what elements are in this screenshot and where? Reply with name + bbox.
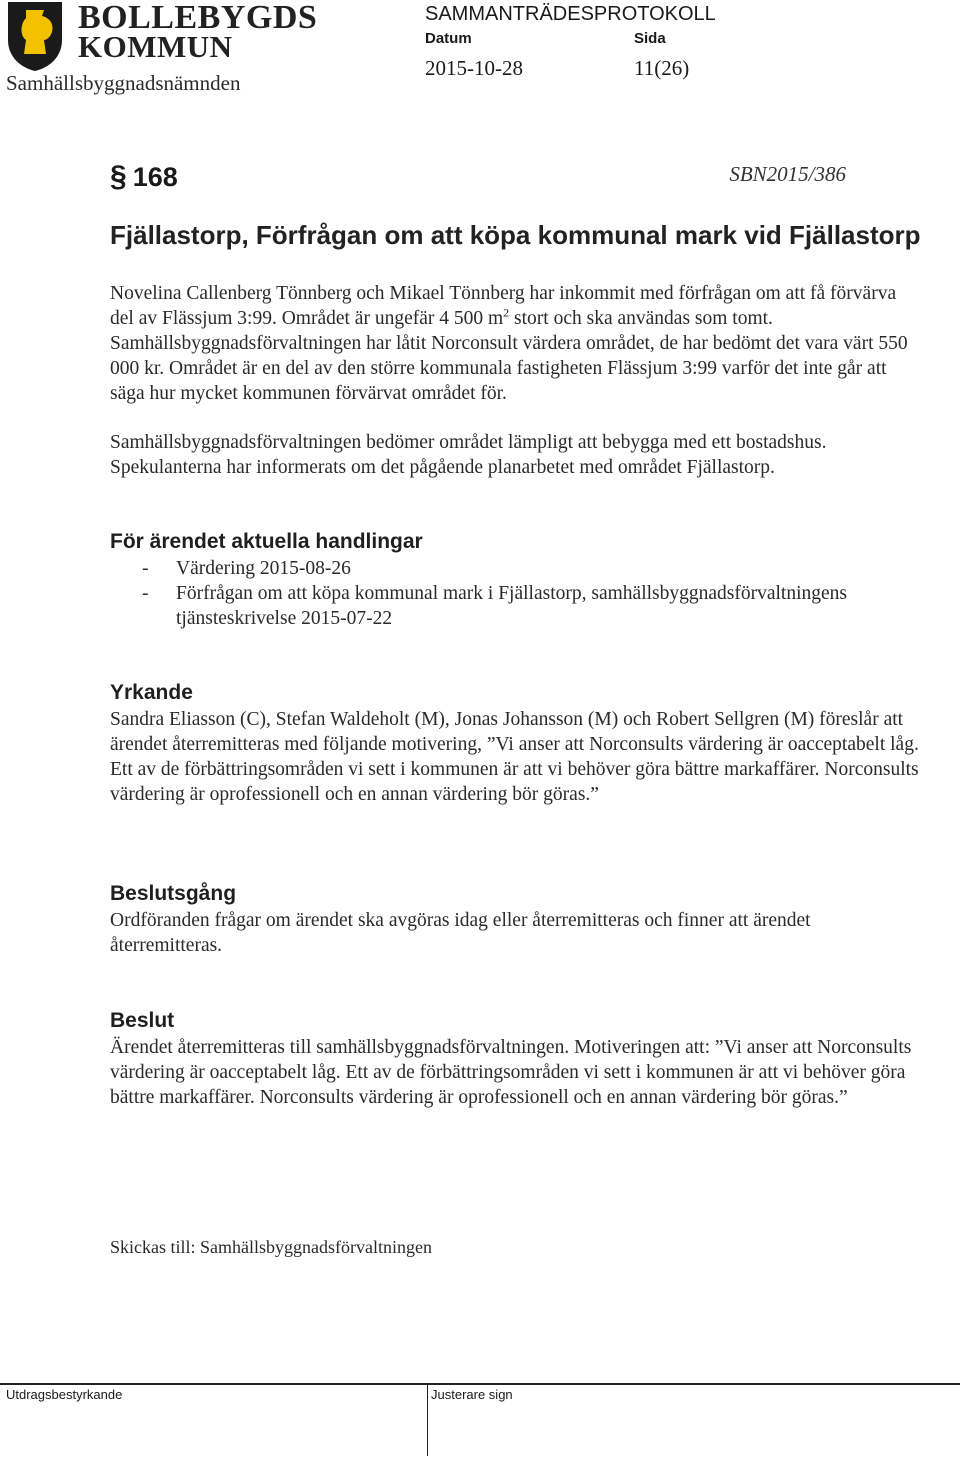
list-item — [110, 581, 922, 631]
list-bullet: - — [142, 583, 149, 604]
documents-list — [110, 556, 922, 631]
list-item — [110, 556, 922, 581]
section-title: Fjällastorp, Förfrågan om att köpa kommunal mark vid Fjällastorp — [110, 220, 921, 250]
procedure-heading: Beslutsgång — [110, 882, 237, 905]
motion-heading: Yrkande — [110, 681, 193, 704]
adjuster-signature-label: Justerare sign — [431, 1387, 513, 1402]
document-type: SAMMANTRÄDESPROTOKOLL — [425, 3, 716, 25]
decision-paragraph: Ärendet återremitteras till samhällsbyggnadsförvaltningen. Motiveringen att: ”Vi anser att Norconsults värdering är oacceptabelt låg. Ett av de förbättringsområden vi sett i kommunen är att vi behöver göra bättre markaffärer. Norconsults värdering är oprofessionell och en annan värdering bör göras.” — [110, 1037, 912, 1108]
assessment-paragraph: Samhällsbyggnadsförvaltningen bedömer området lämpligt att bebygga med ett bostadshus. Spekulanterna har informerats om det pågående planarbetet med området Fjällastorp. — [110, 432, 827, 478]
documents-heading: För ärendet aktuella handlingar — [110, 530, 423, 553]
section-number — [110, 160, 178, 194]
case-number: SBN2015/386 — [729, 162, 846, 186]
list-bullet: - — [142, 558, 149, 579]
footer-divider — [427, 1384, 428, 1456]
procedure-paragraph: Ordföranden frågar om ärendet ska avgöras idag eller återremitteras och finner att ärendet återremitteras. — [110, 910, 811, 956]
committee-name: Samhällsbyggnadsnämnden — [6, 71, 241, 95]
page-number: 11(26) — [634, 56, 690, 80]
motion-paragraph: Sandra Eliasson (C), Stefan Waldeholt (M), Jonas Johansson (M) och Robert Sellgren (M) föreslår att ärendet återremitteras med följande motivering, ”Vi anser att Norconsults värdering är oacceptabelt låg. Ett av de förbättringsområden vi sett i kommunen är att vi behöver göra bättre markaffärer. Norconsults värdering är oprofessionell och en annan värdering bör göras.” — [110, 709, 919, 805]
background-text-b: stort och ska användas som tomt. Samhällsbyggnadsförvaltningen har låtit Norconsult värdera området, de har bedömt det vara värt 550 000 kr. Området är en del av den större kommunala fastigheten Flässjum 3:99 varför det inte går att säga hur mycket kommunen förvärvat området för. — [110, 308, 908, 404]
page-label: Sida — [634, 30, 666, 47]
footer-rule — [0, 1383, 960, 1385]
logo-wordmark-line2: KOMMUN — [78, 29, 233, 64]
background-paragraph — [110, 281, 922, 406]
decision-heading: Beslut — [110, 1009, 175, 1032]
date-label: Datum — [425, 30, 472, 47]
municipality-logo — [6, 0, 64, 72]
list-item-text: Värdering 2015-08-26 — [176, 558, 351, 579]
logo-wordmark-line1: BOLLEBYGDS — [78, 0, 318, 36]
list-item-text: Förfrågan om att köpa kommunal mark i Fjällastorp, samhällsbyggnadsförvaltningens tjänsteskrivelse 2015-07-22 — [176, 583, 847, 629]
extract-certification-label: Utdragsbestyrkande — [6, 1387, 123, 1402]
paragraph-symbol: § — [110, 160, 127, 193]
section-number-value: 168 — [132, 162, 178, 192]
meeting-date: 2015-10-28 — [425, 56, 523, 80]
distribution-note: Skickas till: Samhällsbyggnadsförvaltningen — [110, 1237, 432, 1257]
background-text-a: Novelina Callenberg Tönnberg och Mikael Tönnberg har inkommit med förfrågan om att få förvärva del av Flässjum 3:99. Området är ungefär 4 500 m — [110, 283, 897, 329]
area-superscript: 2 — [503, 305, 510, 320]
